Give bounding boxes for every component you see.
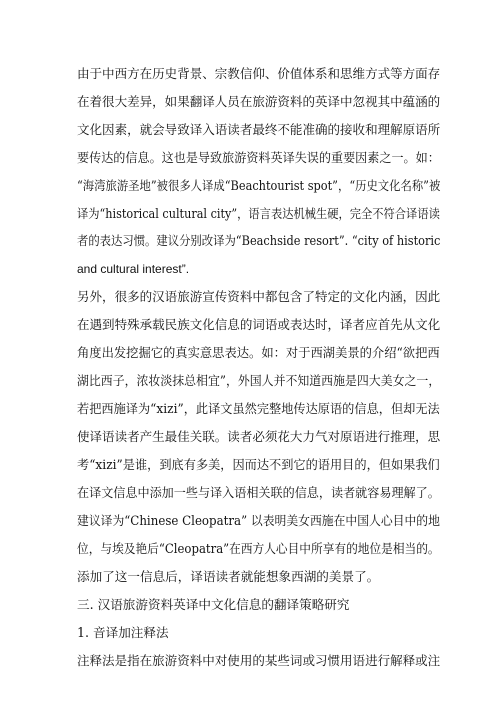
paragraph-2-line-10: 位，与埃及艳后“Cleopatra”在西方人心目中所享有的地位是相当的。: [77, 541, 440, 556]
paragraph-1-line-5: “海湾旅游圣地”被很多人译成“Beachtourist spot”，“历史文化名称”被: [77, 178, 441, 193]
paragraph-2-line-8: 在译文信息中添加一些与译入语相关联的信息，读者就容易理解了。: [77, 485, 440, 500]
paragraph-1-line-6: 译为“historical cultural city”，语言表达机械生硬，完全不符合译语读: [77, 206, 440, 221]
paragraph-2-line-4: 湖比西子，浓妆淡抹总相宜”，外国人并不知道西施是四大美女之一，: [77, 373, 441, 388]
subsection-heading: 1. 音译加注释法: [77, 625, 169, 640]
paragraph-2-line-5: 若把西施译为“xizi”，此译文虽然完整地传达原语的信息，但却无法: [77, 401, 440, 416]
paragraph-1-line-7: 者的表达习惯。建议分别改译为“Beachside resort”. “city of historic: [77, 233, 441, 248]
paragraph-2-line-9: 建议译为“Chinese Cleopatra” 以表明美女西施在中国人心目中的地: [77, 513, 440, 528]
paragraph-1-line-8: and cultural interest”.: [77, 262, 190, 276]
paragraph-3-line-1: 注释法是指在旅游资料中对使用的某些词或习惯用语进行解释或注: [77, 653, 441, 668]
paragraph-2-line-11: 添加了这一信息后，译语读者就能想象西湖的美景了。: [77, 569, 380, 584]
paragraph-2-line-2: 在遇到特殊承载民族文化信息的词语或表达时，译者应首先从文化: [77, 317, 441, 332]
paragraph-1-line-1: 由于中西方在历史背景、宗教信仰、价值体系和思维方式等方面存: [77, 66, 441, 81]
paragraph-1-line-2: 在着很大差异，如果翻译人员在旅游资料的英译中忽视其中蕴涵的: [77, 94, 441, 109]
paragraph-2-line-6: 使译语读者产生最佳关联。读者必须花大力气对原语进行推理，思: [77, 429, 441, 444]
paragraph-1-line-3: 文化因素，就会导致译入语读者最终不能准确的接收和理解原语所: [77, 122, 441, 137]
paragraph-2-line-7: 考“xizi”是谁，到底有多美，因而达不到它的语用目的，但如果我们: [77, 457, 440, 472]
paragraph-1-line-4: 要传达的信息。这也是导致旅游资料英译失误的重要因素之一。如：: [77, 150, 440, 165]
paragraph-2-line-1: 另外，很多的汉语旅游宣传资料中都包含了特定的文化内涵，因此: [77, 289, 441, 304]
section-heading: 三. 汉语旅游资料英译中文化信息的翻译策略研究: [77, 597, 350, 612]
paragraph-2-line-3: 角度出发挖掘它的真实意思表达。如：对于西湖美景的介绍“欲把西: [77, 345, 440, 360]
